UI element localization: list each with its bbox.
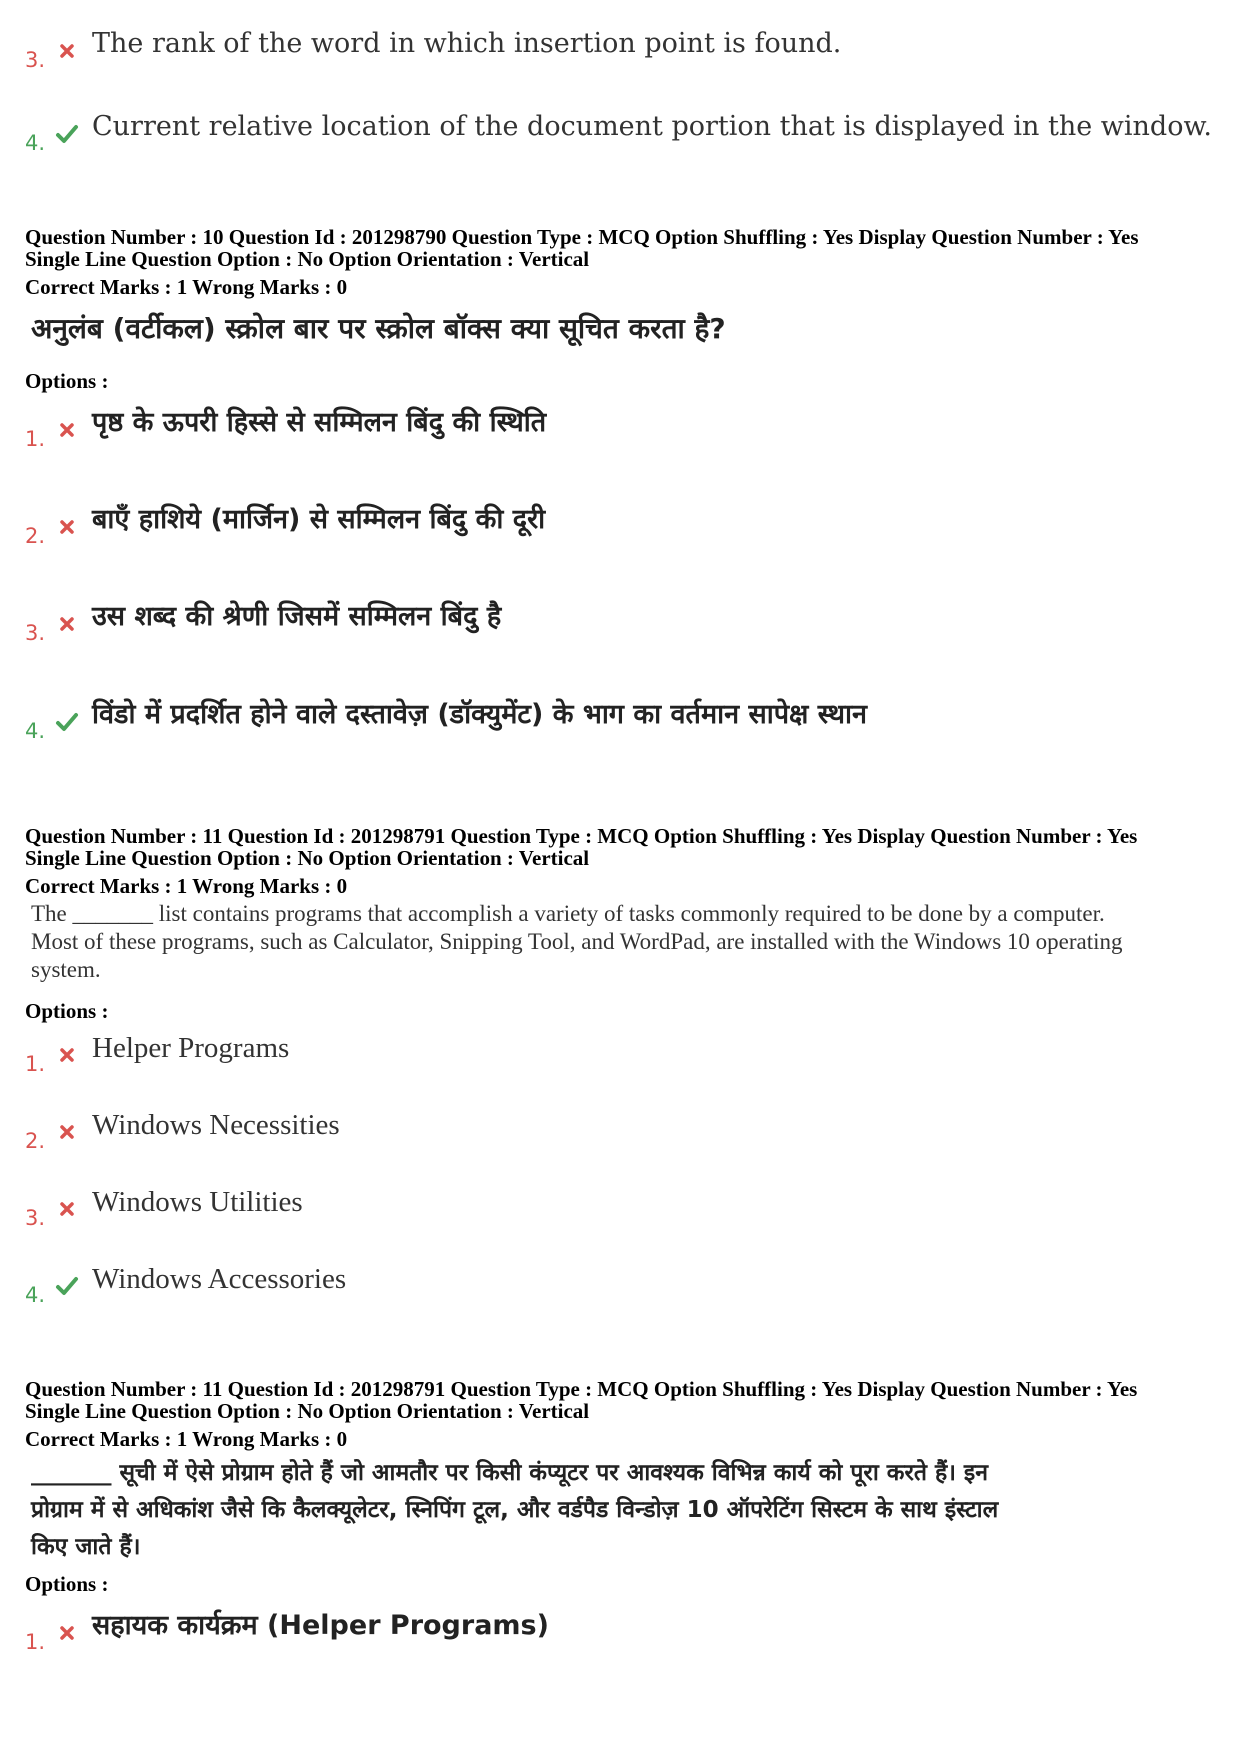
question-line: _______ सूची में ऐसे प्रोग्राम होते हैं जो आमतौर पर किसी कंप्यूटर पर आवश्यक विभिन्न कार्य को पूरा करते हैं। इन [31, 1460, 988, 1486]
question-marks: Correct Marks : 1 Wrong Marks : 0 [25, 1427, 348, 1451]
option-3 [0, 1184, 1240, 1244]
options-label: Options : [25, 1572, 109, 1596]
option-number: 3. [25, 48, 46, 72]
option-text: विंडो में प्रदर्शित होने वाले दस्तावेज़ (डॉक्युमेंट) के भाग का वर्तमान सापेक्ष स्थान [92, 699, 868, 730]
cross-icon [54, 1119, 80, 1145]
option-number: 2. [25, 524, 46, 548]
option-text: बाएँ हाशिये (मार्जिन) से सम्मिलन बिंदु की दूरी [92, 504, 546, 535]
question-marks: Correct Marks : 1 Wrong Marks : 0 [25, 874, 348, 898]
option-number: 1. [25, 1630, 46, 1654]
option-2 [0, 502, 1240, 562]
cross-icon [54, 417, 80, 443]
question-marks: Correct Marks : 1 Wrong Marks : 0 [25, 275, 348, 299]
prev-option-4 [0, 109, 1240, 169]
option-text: The rank of the word in which insertion point is found. [92, 28, 842, 59]
question-line: Most of these programs, such as Calculator, Snipping Tool, and WordPad, are installed with the Windows 10 operating [31, 929, 1123, 954]
option-text: Windows Accessories [92, 1263, 347, 1295]
option-number: 1. [25, 1052, 46, 1076]
question-line: The _______ list contains programs that accomplish a variety of tasks commonly required to be done by a computer. [31, 901, 1105, 926]
option-text: Helper Programs [92, 1032, 290, 1064]
option-number: 4. [25, 1283, 46, 1307]
question-meta-line2: Single Line Question Option : No Option Orientation : Vertical [25, 1399, 590, 1423]
question-line: किए जाते हैं। [31, 1534, 141, 1560]
question-text [31, 900, 1221, 984]
prev-option-3 [0, 26, 1240, 86]
cross-icon [54, 1196, 80, 1222]
question-meta-line2: Single Line Question Option : No Option Orientation : Vertical [25, 247, 590, 271]
option-text: Windows Necessities [92, 1109, 340, 1141]
question-meta-line2: Single Line Question Option : No Option Orientation : Vertical [25, 846, 590, 870]
option-number: 4. [25, 131, 46, 155]
option-number: 4. [25, 719, 46, 743]
question-line: प्रोग्राम में से अधिकांश जैसे कि कैलक्यूलेटर, स्निपिंग टूल, और वर्डपैड विन्डोज़ 10 ऑपरेटिंग सिस्टम के साथ इंस्टाल [31, 1497, 999, 1523]
check-icon [54, 121, 80, 147]
cross-icon [54, 514, 80, 540]
option-1 [0, 405, 1240, 465]
options-label: Options : [25, 369, 109, 393]
option-text: उस शब्द की श्रेणी जिसमें सम्मिलन बिंदु है [92, 601, 502, 632]
option-number: 1. [25, 427, 46, 451]
option-text: Current relative location of the document portion that is displayed in the window. [92, 111, 1212, 142]
option-3 [0, 599, 1240, 659]
check-icon [54, 1273, 80, 1299]
question-text [31, 1455, 1221, 1566]
question-meta-line1: Question Number : 11 Question Id : 201298791 Question Type : MCQ Option Shuffling : Yes Display Question Number : Yes [25, 1377, 1138, 1401]
check-icon [54, 709, 80, 735]
option-text: Windows Utilities [92, 1186, 303, 1218]
option-text: सहायक कार्यक्रम (Helper Programs) [92, 1610, 549, 1641]
question-text: अनुलंब (वर्टीकल) स्क्रोल बार पर स्क्रोल बॉक्स क्या सूचित करता है? [31, 312, 726, 345]
option-2 [0, 1107, 1240, 1167]
option-number: 3. [25, 1206, 46, 1230]
option-text: पृष्ठ के ऊपरी हिस्से से सम्मिलन बिंदु की स्थिति [92, 407, 547, 438]
cross-icon [54, 611, 80, 637]
option-1 [0, 1608, 1240, 1668]
option-4 [0, 1261, 1240, 1321]
option-1 [0, 1030, 1240, 1090]
question-meta-line1: Question Number : 10 Question Id : 201298790 Question Type : MCQ Option Shuffling : Yes Display Question Number : Yes [25, 225, 1139, 249]
question-meta-line1: Question Number : 11 Question Id : 201298791 Question Type : MCQ Option Shuffling : Yes Display Question Number : Yes [25, 824, 1138, 848]
question-line: system. [31, 957, 101, 982]
options-label: Options : [25, 999, 109, 1023]
cross-icon [54, 38, 80, 64]
cross-icon [54, 1620, 80, 1646]
option-number: 2. [25, 1129, 46, 1153]
cross-icon [54, 1042, 80, 1068]
option-4 [0, 697, 1240, 757]
option-number: 3. [25, 621, 46, 645]
